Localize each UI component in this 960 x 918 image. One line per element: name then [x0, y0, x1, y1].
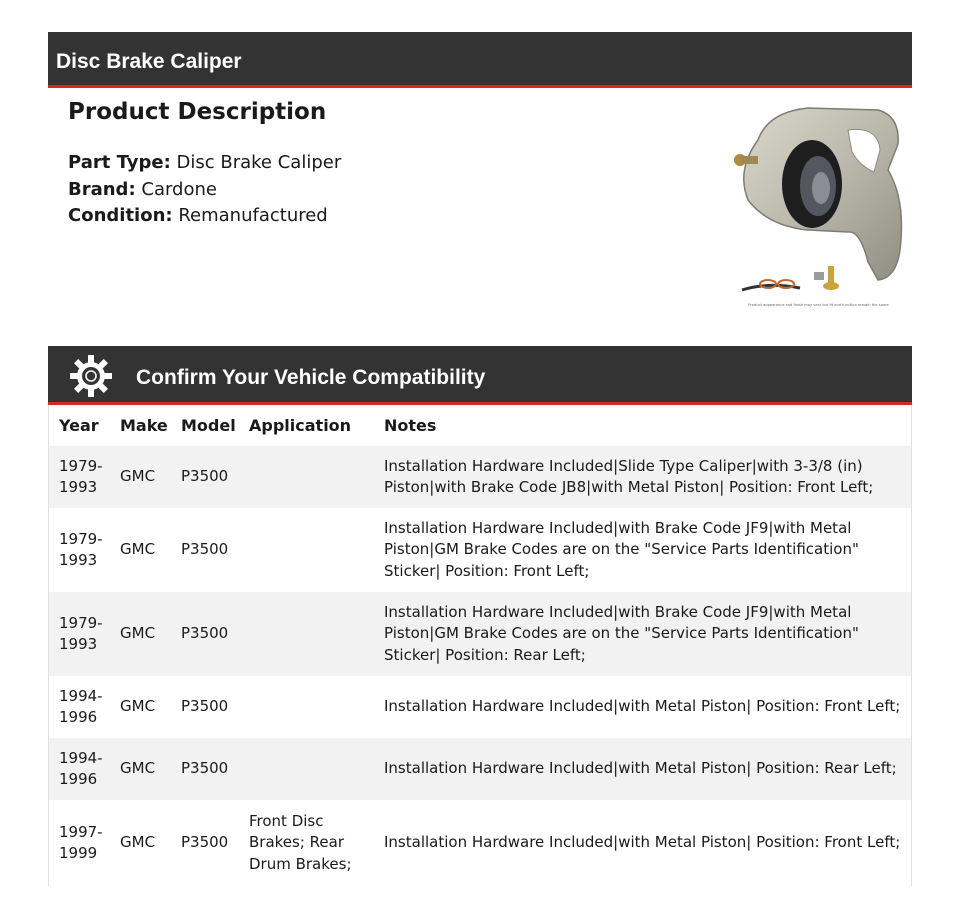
cell-application	[239, 592, 374, 676]
cell-make: GMC	[120, 833, 156, 852]
spec-label: Condition:	[68, 205, 173, 226]
cell-year: 1997-1999	[59, 822, 103, 862]
cell-year: 1994-1996	[59, 686, 103, 726]
spec-label: Part Type:	[68, 152, 171, 173]
cell-model: P3500	[181, 624, 229, 643]
product-image-caption: Product appearance and finish may vary but fit and function remain the same.	[748, 303, 890, 307]
cell-year: 1979-1993	[59, 613, 103, 653]
cell-year: 1994-1996	[59, 748, 103, 788]
cell-notes: Installation Hardware Included|with Brake Code JF9|with Metal Piston|GM Brake Codes are on the "Service Parts Identification" Sticker| Position: Rear Left;	[384, 602, 859, 664]
spec-label: Brand:	[68, 178, 136, 200]
cell-make: GMC	[120, 467, 156, 486]
compatibility-header-bar	[48, 346, 912, 405]
product-description-heading: Product Description	[68, 99, 327, 125]
cell-make: GMC	[120, 697, 156, 716]
column-header-make: Make	[120, 415, 168, 435]
table-row	[49, 446, 911, 508]
column-header-model: Model	[181, 415, 236, 435]
cell-make: GMC	[120, 624, 156, 643]
compatibility-table	[48, 405, 912, 886]
cell-notes: Installation Hardware Included|with Metal Piston| Position: Rear Left;	[384, 759, 897, 778]
column-header-year: Year	[59, 415, 99, 435]
cell-notes: Installation Hardware Included|with Metal Piston| Position: Front Left;	[384, 833, 901, 852]
cell-model: P3500	[181, 540, 229, 559]
spec-brand	[68, 177, 341, 204]
cell-year: 1979-1993	[59, 456, 103, 496]
cell-application	[239, 508, 374, 592]
table-row	[49, 800, 911, 886]
cell-notes: Installation Hardware Included|Slide Type Caliper|with 3-3/8 (in) Piston|with Brake Code JB8|with Metal Piston| Position: Front Left;	[384, 456, 874, 496]
cell-application: Front Disc Brakes; Rear Drum Brakes;	[249, 811, 352, 873]
column-header-application: Application	[249, 415, 352, 435]
gear-icon	[70, 355, 112, 397]
cell-model: P3500	[181, 467, 229, 486]
cell-model: P3500	[181, 833, 229, 852]
cell-notes: Installation Hardware Included|with Brake Code JF9|with Metal Piston|GM Brake Codes are on the "Service Parts Identification" Sticker| Position: Front Left;	[384, 518, 859, 580]
spec-condition	[68, 203, 341, 230]
column-header-notes: Notes	[384, 415, 437, 435]
table-row	[49, 592, 911, 676]
cell-make: GMC	[120, 759, 156, 778]
table-row	[49, 738, 911, 800]
product-title: Disc Brake Caliper	[56, 50, 242, 73]
spec-value: Disc Brake Caliper	[176, 152, 342, 173]
table-row	[49, 508, 911, 592]
product-header-bar	[48, 32, 912, 88]
compatibility-title: Confirm Your Vehicle Compatibility	[136, 366, 486, 389]
table-row	[49, 676, 911, 738]
product-image	[728, 100, 910, 312]
cell-notes: Installation Hardware Included|with Metal Piston| Position: Front Left;	[384, 697, 901, 716]
cell-application	[239, 446, 374, 508]
cell-model: P3500	[181, 697, 229, 716]
spec-value: Remanufactured	[178, 205, 328, 226]
spec-part-type	[68, 150, 341, 177]
cell-model: P3500	[181, 759, 229, 778]
cell-year: 1979-1993	[59, 529, 103, 569]
cell-make: GMC	[120, 540, 156, 559]
spec-list	[68, 150, 341, 230]
cell-application	[239, 738, 374, 800]
spec-value: Cardone	[141, 178, 217, 200]
table-header-row	[49, 405, 911, 446]
cell-application	[239, 676, 374, 738]
